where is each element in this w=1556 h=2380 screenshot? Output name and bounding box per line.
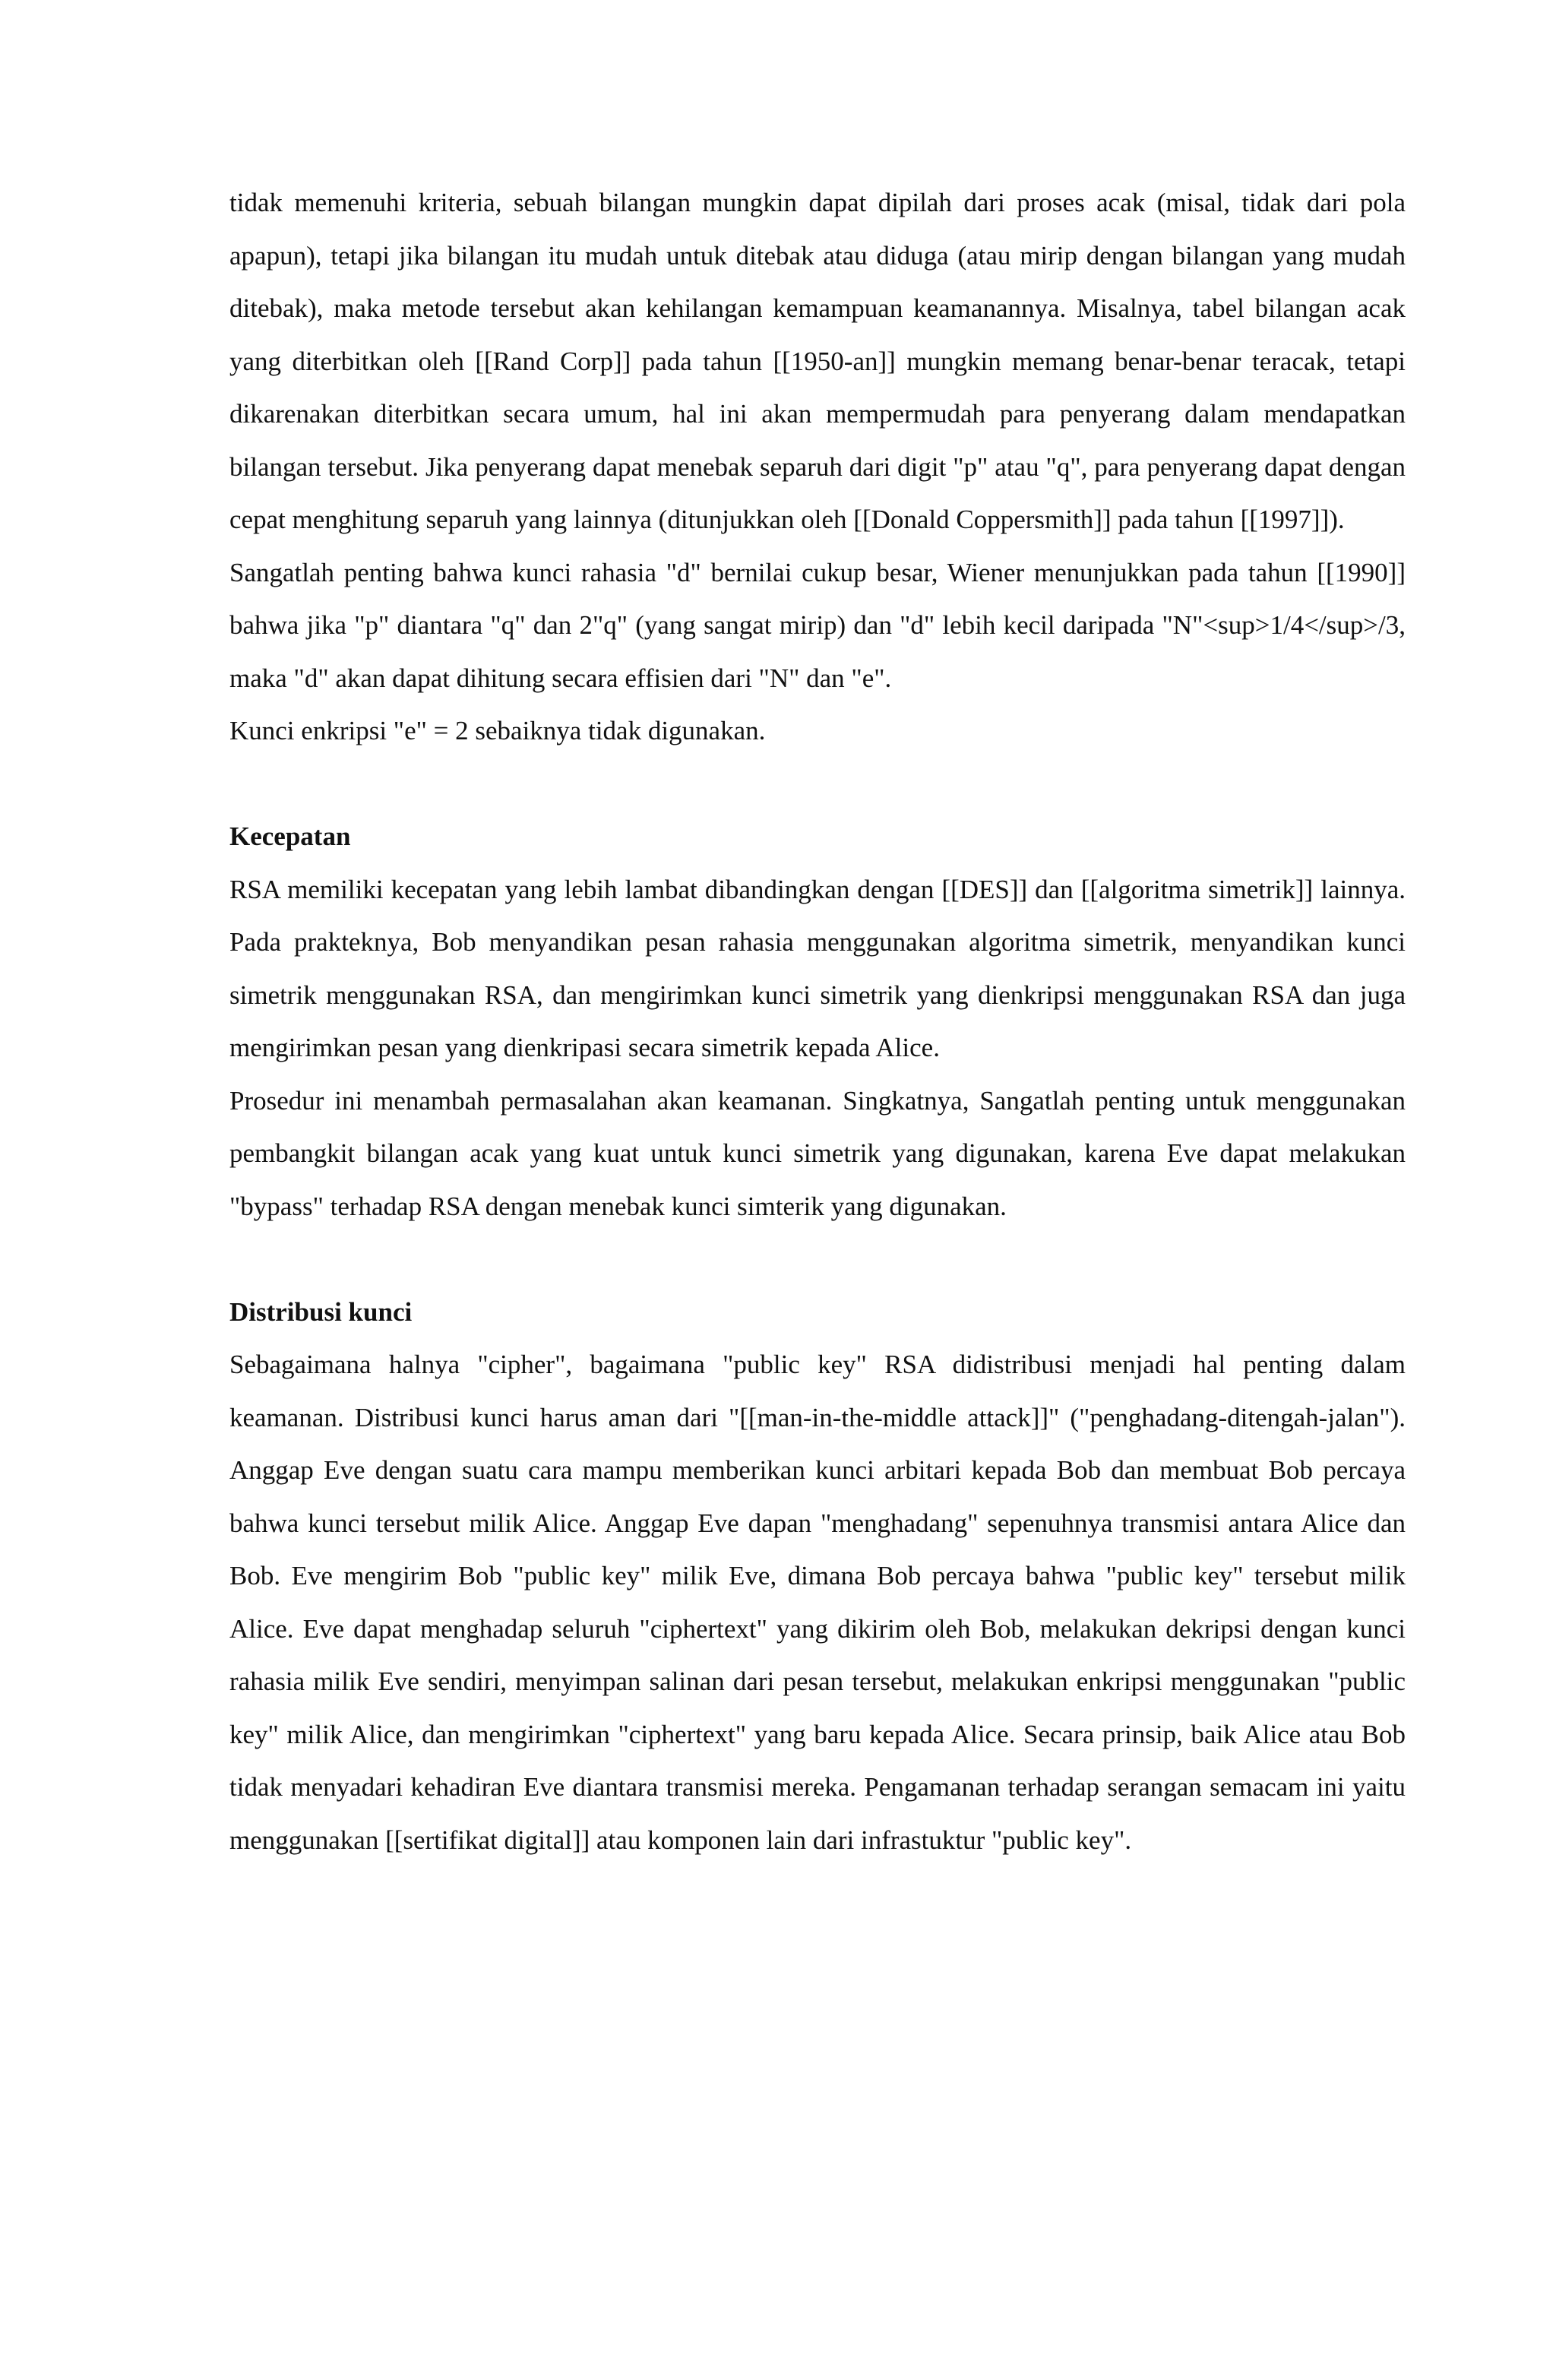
paragraph-random-number-criteria: tidak memenuhi kriteria, sebuah bilangan mungkin dapat dipilah dari proses acak (misal, tidak dari pola apapun), tetapi jika bilangan itu mudah untuk ditebak atau diduga (atau mirip dengan bilangan yang mudah ditebak), maka metode tersebut akan kehilangan kemampuan keamanannya. Misalnya, tabel bilangan acak yang diterbitkan oleh [[Rand Corp]] pada tahun [[1950-an]] mungkin memang benar-benar teracak, tetapi dikarenakan diterbitkan secara umum, hal ini akan mempermudah para penyerang dalam mendapatkan bilangan tersebut. Jika penyerang dapat menebak separuh dari digit "p" atau "q", para penyerang dapat dengan cepat menghitung separuh yang lainnya (ditunjukkan oleh [[Donald Coppersmith]] pada tahun [[1997]]).: [229, 188, 1406, 534]
paragraph-key-distribution: Sebagaimana halnya "cipher", bagaimana "public key" RSA didistribusi menjadi hal penting dalam keamanan. Distribusi kunci harus aman dari "[[man-in-the-middle attack]]" ("penghadang-ditengah-jalan"). Anggap Eve dengan suatu cara mampu memberikan kunci arbitari kepada Bob dan membuat Bob percaya bahwa kunci tersebut milik Alice. Anggap Eve dapan "menghadang" sepenuhnya transmisi antara Alice dan Bob. Eve mengirim Bob "public key" milik Eve, dimana Bob percaya bahwa "public key" tersebut milik Alice. Eve dapat menghadap seluruh "ciphertext" yang dikirim oleh Bob, melakukan dekripsi dengan kunci rahasia milik Eve sendiri, menyimpan salinan dari pesan tersebut, melakukan enkripsi menggunakan "public key" milik Alice, dan mengirimkan "ciphertext" yang baru kepada Alice. Secara prinsip, baik Alice atau Bob tidak menyadari kehadiran Eve diantara transmisi mereka. Pengamanan terhadap serangan semacam ini yaitu menggunakan [[sertifikat digital]] atau komponen lain dari infrastuktur "public key".: [229, 1350, 1406, 1855]
section-spacer: [229, 1233, 1406, 1286]
paragraph-encryption-key-e: Kunci enkripsi "e" = 2 sebaiknya tidak digunakan.: [229, 716, 766, 745]
paragraph-procedure-security: Prosedur ini menambah permasalahan akan keamanan. Singkatnya, Sangatlah penting untuk menggunakan pembangkit bilangan acak yang kuat untuk kunci simetrik yang digunakan, karena Eve dapat melakukan "bypass" terhadap RSA dengan menebak kunci simterik yang digunakan.: [229, 1085, 1406, 1221]
heading-distribusi-kunci: Distribusi kunci: [229, 1296, 413, 1327]
heading-kecepatan: Kecepatan: [229, 821, 351, 851]
paragraph-rsa-speed: RSA memiliki kecepatan yang lebih lambat dibandingkan dengan [[DES]] dan [[algoritma simetrik]] lainnya. Pada prakteknya, Bob menyandikan pesan rahasia menggunakan algoritma simetrik, menyandikan kunci simetrik menggunakan RSA, dan mengirimkan kunci simetrik yang dienkripsi menggunakan RSA dan juga mengirimkan pesan yang dienkripasi secara simetrik kepada Alice.: [229, 874, 1406, 1062]
section-spacer: [229, 758, 1406, 811]
document-page: [229, 176, 1406, 1866]
paragraph-private-key-size: Sangatlah penting bahwa kunci rahasia "d" bernilai cukup besar, Wiener menunjukkan pada tahun [[1990]] bahwa jika "p" diantara "q" dan 2"q" (yang sangat mirip) dan "d" lebih kecil daripada "N"<sup>1/4</sup>/3, maka "d" akan dapat dihitung secara effisien dari "N" dan "e".: [229, 557, 1406, 693]
